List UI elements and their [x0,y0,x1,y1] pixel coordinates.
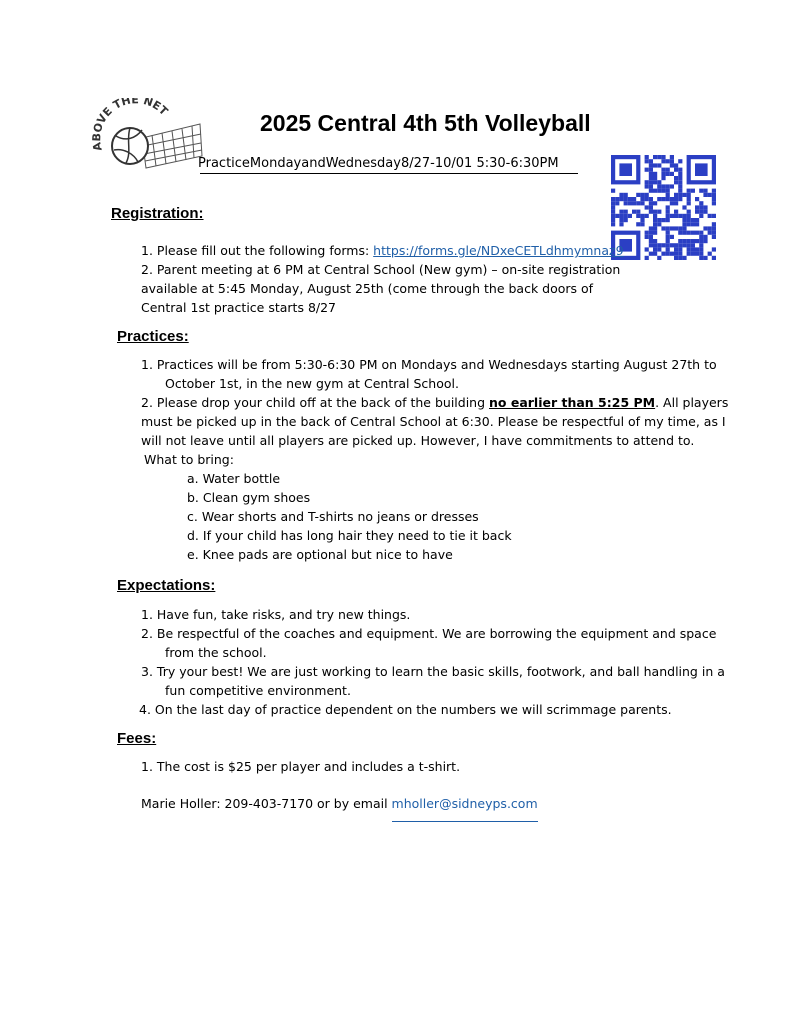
expectations-heading: Expectations: [117,577,216,594]
qr-module [653,214,657,218]
qr-module [712,214,716,218]
qr-module [703,205,707,209]
qr-module [640,193,644,197]
qr-module [653,155,657,159]
practice-schedule-subtitle [200,154,578,174]
qr-module [624,214,628,218]
qr-module [657,189,661,193]
qr-module [703,189,707,193]
qr-module [661,226,665,230]
qr-module [708,231,712,235]
contact-email-link[interactable]: mholler@sidneyps.com [392,794,538,822]
qr-module [708,214,712,218]
qr-module [682,205,686,209]
qr-module [645,247,649,251]
qr-module [661,159,665,163]
qr-module [678,176,682,180]
qr-module [682,256,686,260]
expectation-item-2-cont: from the school. [165,645,267,660]
qr-module [653,243,657,247]
qr-module [640,218,644,222]
qr-module [636,222,640,226]
qr-module [695,247,699,251]
qr-module [653,180,657,184]
qr-module [661,168,665,172]
qr-module [619,222,623,226]
qr-module [674,252,678,256]
qr-module [657,210,661,214]
qr-module [666,231,670,235]
qr-module [645,184,649,188]
qr-module [712,189,716,193]
contact-text: Marie Holler: 209-403-7170 or by email [141,796,392,811]
qr-module [678,168,682,172]
qr-module [703,226,707,230]
qr-module [682,222,686,226]
qr-module [699,231,703,235]
qr-module [661,184,665,188]
logo [92,98,204,176]
expectations-section [141,605,725,719]
registration-item-2-cont2: Central 1st practice starts 8/27 [141,300,337,315]
qr-module [628,214,632,218]
qr-module [666,247,670,251]
subtitle-text: PracticeMondayandWednesday8/27-10/01 5:30-6:30PM [198,156,559,171]
bring-item: d. If your child has long hair they need to tie it back [187,528,512,543]
qr-module [699,201,703,205]
practice-item-1-cont: October 1st, in the new gym at Central School. [165,376,459,391]
qr-module [611,210,615,214]
qr-module [687,193,691,197]
qr-module [657,180,661,184]
qr-module [645,256,649,260]
qr-module [649,184,653,188]
qr-module [657,197,661,201]
qr-module [687,243,691,247]
qr-module [653,210,657,214]
qr-module [649,252,653,256]
registration-section [141,241,624,317]
qr-module [615,197,619,201]
qr-module [691,239,695,243]
qr-module [645,235,649,239]
qr-finder-core [695,163,708,176]
qr-module [666,243,670,247]
qr-module [619,193,623,197]
qr-module [712,222,716,226]
qr-module [708,193,712,197]
practices-heading: Practices: [117,328,189,345]
qr-module [666,214,670,218]
qr-module [712,247,716,251]
expectation-item-2: 2. Be respectful of the coaches and equipment. We are borrowing the equipment and space [141,626,717,641]
qr-module [611,218,615,222]
practice-item-2-cont: must be picked up in the back of Central School at 6:30. Please be respectful of my time, as I [141,414,726,429]
qr-module [649,189,653,193]
qr-module [653,247,657,251]
qr-module [611,197,615,201]
bring-item: e. Knee pads are optional but nice to have [187,547,453,562]
qr-module [699,210,703,214]
qr-module [682,243,686,247]
qr-module [636,193,640,197]
page-title: 2025 Central 4th 5th Volleyball [260,110,591,136]
qr-module [687,210,691,214]
qr-module [619,218,623,222]
qr-module [657,222,661,226]
qr-module [653,226,657,230]
qr-module [678,197,682,201]
volleyball-logo-graphic [92,98,204,176]
qr-module [649,176,653,180]
qr-module [670,159,674,163]
qr-module [653,163,657,167]
qr-module [691,231,695,235]
qr-module [695,218,699,222]
qr-module [674,256,678,260]
qr-module [670,184,674,188]
fees-heading: Fees: [117,730,157,747]
qr-module [674,168,678,172]
practice-item-2 [141,393,728,412]
qr-module [611,201,615,205]
qr-module [699,239,703,243]
qr-module [674,180,678,184]
qr-module [640,201,644,205]
qr-module [674,247,678,251]
expectation-item-1: 1. Have fun, take risks, and try new things. [141,607,411,622]
qr-module [687,252,691,256]
qr-module [703,256,707,260]
qr-module [687,201,691,205]
qr-module [615,214,619,218]
qr-module [657,256,661,260]
qr-module [678,184,682,188]
qr-module [699,256,703,260]
qr-module [653,176,657,180]
qr-module [666,172,670,176]
qr-module [645,193,649,197]
qr-module [691,252,695,256]
qr-module [653,239,657,243]
registration-item-2-cont: available at 5:45 Monday, August 25th (come through the back doors of [141,281,594,296]
qr-module [628,197,632,201]
qr-module [649,201,653,205]
practice-item-2-cont2: will not leave until all players are picked up. However, I have commitments to attend to. [141,433,695,448]
qr-module [691,189,695,193]
qr-module [653,172,657,176]
qr-module [703,235,707,239]
qr-module [661,176,665,180]
qr-module [645,231,649,235]
qr-module [619,197,623,201]
qr-module [674,201,678,205]
qr-module [670,252,674,256]
qr-module [640,197,644,201]
qr-module [712,226,716,230]
qr-module [636,201,640,205]
qr-module [682,226,686,230]
qr-module [674,193,678,197]
qr-module [687,222,691,226]
qr-module [649,205,653,209]
qr-module [632,201,636,205]
qr-module [615,201,619,205]
qr-module [682,193,686,197]
qr-module [670,155,674,159]
qr-module [666,193,670,197]
qr-module [611,214,615,218]
qr-module [670,214,674,218]
qr-module [649,159,653,163]
qr-module [611,222,615,226]
bring-item: a. Water bottle [187,471,281,486]
qr-module [649,163,653,167]
qr-module [666,252,670,256]
qr-module [674,226,678,230]
qr-module [624,210,628,214]
qr-module [695,252,699,256]
qr-module [682,231,686,235]
qr-module [666,205,670,209]
registration-item-1-text: 1. Please fill out the following forms: [141,243,374,258]
qr-module [649,235,653,239]
qr-module [649,197,653,201]
dropoff-time-emphasis: no earlier than 5:25 PM [489,395,656,410]
qr-module [645,197,649,201]
qr-module [670,172,674,176]
qr-module [699,235,703,239]
registration-item-1 [141,241,624,260]
qr-module [682,214,686,218]
qr-module [695,210,699,214]
qr-module [611,189,615,193]
qr-module [636,210,640,214]
bring-list [141,469,728,564]
qr-module [687,218,691,222]
qr-module [661,243,665,247]
qr-module [687,239,691,243]
qr-module [678,172,682,176]
qr-module [666,218,670,222]
qr-module [691,243,695,247]
qr-module [666,239,670,243]
qr-module [649,172,653,176]
qr-module [657,163,661,167]
qr-module [712,235,716,239]
qr-module [645,205,649,209]
qr-module [712,231,716,235]
qr-module [657,243,661,247]
contact-line [141,794,538,822]
qr-module [712,197,716,201]
qr-module [653,222,657,226]
qr-module [682,239,686,243]
qr-module [678,239,682,243]
qr-module [687,197,691,201]
qr-module [624,193,628,197]
qr-module [682,218,686,222]
qr-module [699,243,703,247]
qr-module [649,243,653,247]
qr-module [649,226,653,230]
qr-module [670,243,674,247]
qr-module [699,205,703,209]
qr-code[interactable] [611,155,716,260]
qr-module [687,231,691,235]
qr-module [699,252,703,256]
qr-module [674,210,678,214]
qr-module [611,205,615,209]
qr-module [670,197,674,201]
registration-heading: Registration: [111,205,204,222]
fees-item-1: 1. The cost is $25 per player and includes a t-shirt. [141,759,461,774]
qr-module [674,243,678,247]
qr-module [691,247,695,251]
qr-module [678,189,682,193]
qr-module [632,197,636,201]
qr-module [666,159,670,163]
qr-module [666,168,670,172]
qr-module [708,226,712,230]
qr-module [666,184,670,188]
qr-module [678,243,682,247]
qr-module [632,210,636,214]
qr-module [661,218,665,222]
qr-module [661,197,665,201]
qr-module [666,197,670,201]
qr-module [695,197,699,201]
qr-module [661,252,665,256]
qr-module [666,226,670,230]
qr-module [703,210,707,214]
qr-module [619,214,623,218]
qr-module [645,168,649,172]
qr-module [624,218,628,222]
qr-module [691,222,695,226]
qr-module [687,189,691,193]
qr-module [674,163,678,167]
qr-module [661,189,665,193]
qr-module [649,231,653,235]
qr-module [678,247,682,251]
practice-item-2-text: 2. Please drop your child off at the back of the building [141,395,490,410]
qr-module [678,193,682,197]
qr-module [703,193,707,197]
qr-module [657,247,661,251]
registration-item-2: 2. Parent meeting at 6 PM at Central School (New gym) – on-site registration [141,262,621,277]
qr-module [678,214,682,218]
qr-module [666,210,670,214]
qr-module [619,210,623,214]
qr-module [661,172,665,176]
practice-item-2-suffix: . All players [655,395,729,410]
qr-module [712,256,716,260]
qr-module [674,176,678,180]
qr-module [628,201,632,205]
qr-module [670,201,674,205]
qr-module [645,214,649,218]
qr-module [666,189,670,193]
qr-module [708,252,712,256]
qr-module [712,193,716,197]
qr-module [691,218,695,222]
qr-module [640,214,644,218]
qr-module [670,235,674,239]
qr-module [657,218,661,222]
qr-module [712,201,716,205]
logo-text: OVE THE NET [92,98,171,135]
qr-module [640,222,644,226]
qr-module [645,155,649,159]
qr-module [653,252,657,256]
qr-module [653,231,657,235]
qr-module [649,180,653,184]
qr-module [695,239,699,243]
qr-module [678,180,682,184]
qr-module [653,201,657,205]
qr-module [649,210,653,214]
qr-module [687,214,691,218]
qr-code-image [611,155,716,260]
qr-module [657,184,661,188]
qr-finder-core [619,163,632,176]
qr-module [678,159,682,163]
qr-module [674,197,678,201]
expectation-item-3-cont: fun competitive environment. [165,683,351,698]
qr-module [624,197,628,201]
qr-module [678,226,682,230]
qr-module [695,205,699,209]
qr-module [678,256,682,260]
qr-module [699,247,703,251]
qr-module [649,168,653,172]
qr-module [670,163,674,167]
qr-module [653,218,657,222]
qr-module [699,189,703,193]
qr-module [661,155,665,159]
bring-item: b. Clean gym shoes [187,490,311,505]
qr-module [695,222,699,226]
qr-module [653,189,657,193]
qr-module [670,226,674,230]
expectation-item-4: 4. On the last day of practice dependent on the numbers we will scrimmage parents. [139,702,672,717]
qr-module [645,159,649,163]
qr-module [703,239,707,243]
what-to-bring-label: What to bring: [144,452,234,467]
qr-module [649,239,653,243]
practices-section [141,355,728,564]
qr-module [624,201,628,205]
qr-module [674,214,678,218]
qr-module [687,247,691,251]
qr-module [657,155,661,159]
qr-module [636,214,640,218]
expectation-item-3: 3. Try your best! We are just working to learn the basic skills, footwork, and ball handling in a [141,664,725,679]
qr-module [645,180,649,184]
forms-link[interactable]: https://forms.gle/NDxeCETLdhmymnaz9 [373,243,624,258]
qr-module [678,252,682,256]
qr-module [695,231,699,235]
practice-item-1: 1. Practices will be from 5:30-6:30 PM on Mondays and Wednesdays starting August 27th to [141,357,717,372]
qr-module [678,231,682,235]
bring-item: c. Wear shorts and T-shirts no jeans or dresses [187,509,479,524]
qr-module [666,235,670,239]
qr-module [699,214,703,218]
